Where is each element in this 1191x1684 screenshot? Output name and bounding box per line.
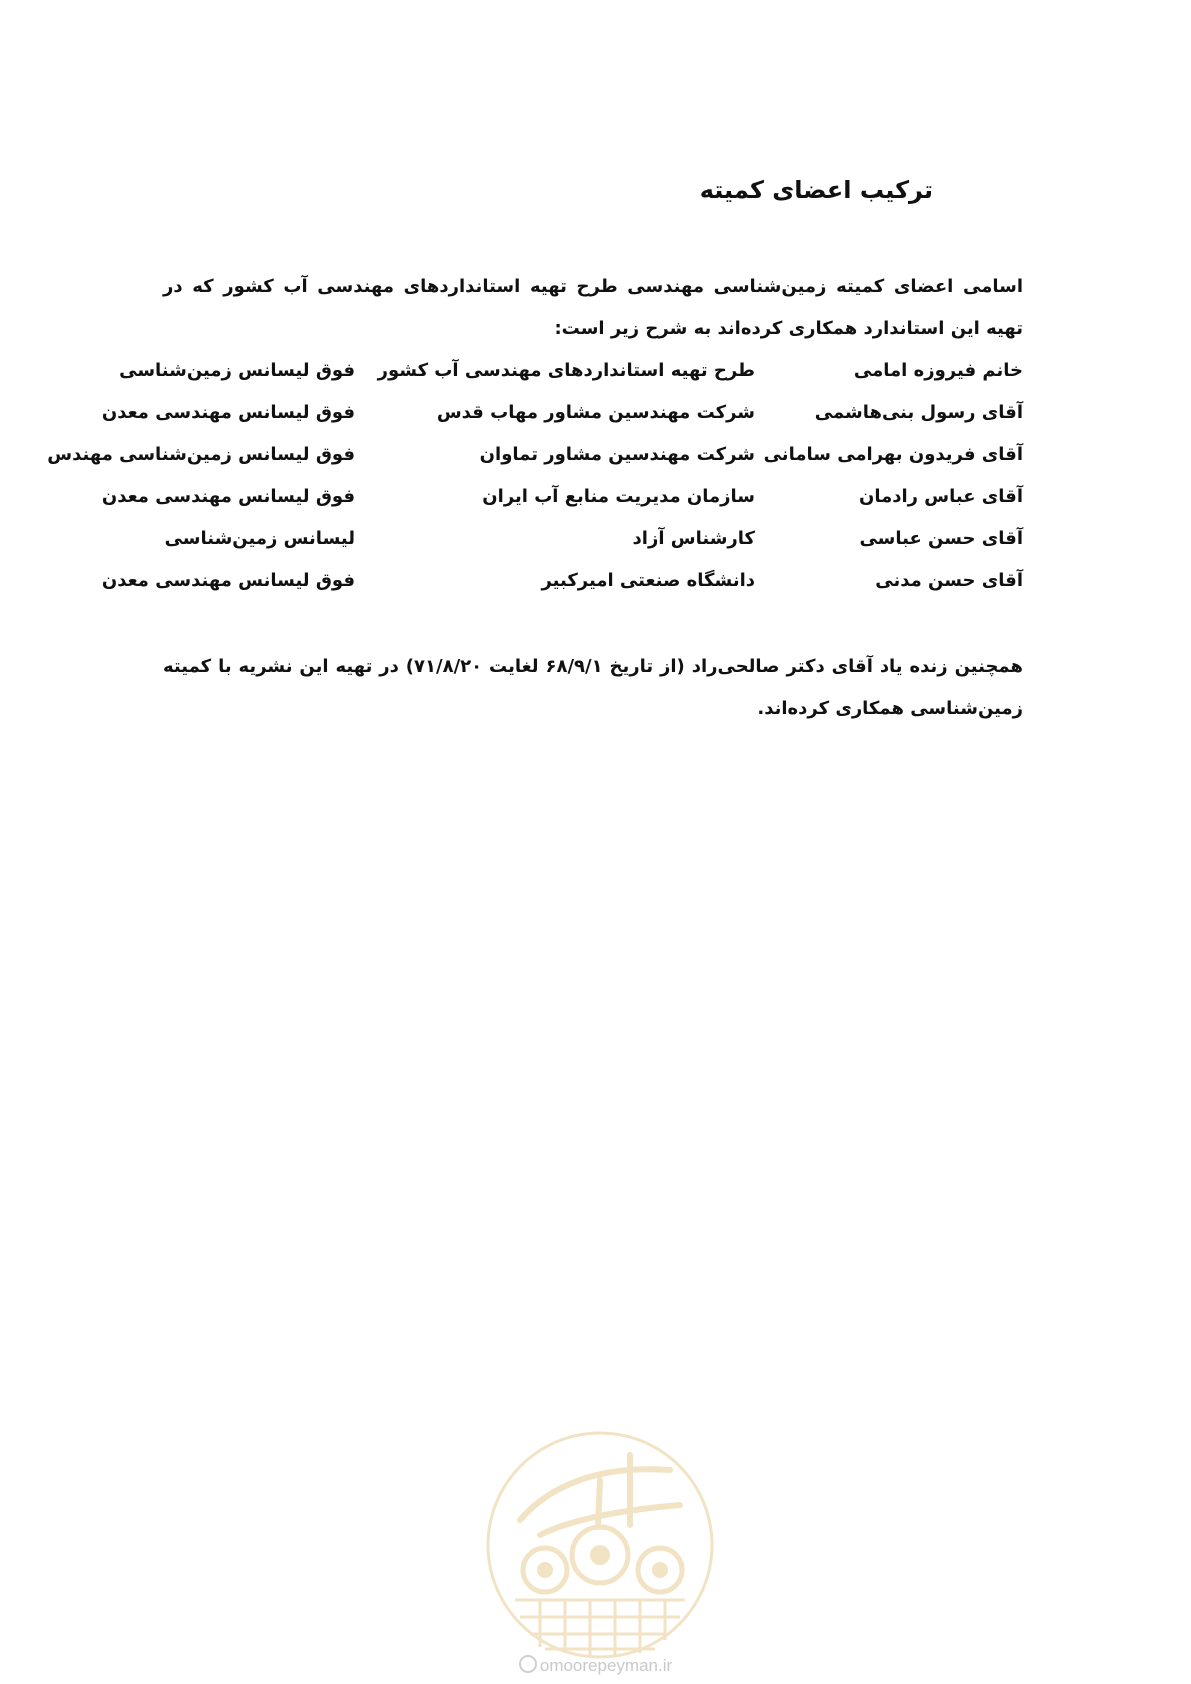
member-org: کارشناس آزاد xyxy=(632,528,755,549)
intro-paragraph: اسامی اعضای کمیته زمین‌شناسی مهندسی طرح تهیه استانداردهای مهندسی آب کشور که در تهیه این استاندارد همکاری کرده‌اند به شرح زیر است: xyxy=(163,276,1023,339)
member-name: خانم فیروزه امامی xyxy=(853,360,1023,381)
member-row xyxy=(93,392,1023,434)
member-degree: فوق لیسانس مهندسی معدن xyxy=(101,402,355,423)
member-degree: فوق لیسانس زمین‌شناسی xyxy=(119,360,355,381)
member-name: آقای رسول بنی‌هاشمی xyxy=(814,402,1023,423)
member-org: شرکت مهندسین مشاور مهاب قدس xyxy=(436,402,755,423)
member-row xyxy=(93,560,1023,602)
footnote-paragraph: همچنین زنده یاد آقای دکتر صالحی‌راد (از تاریخ ۶۸/۹/۱ لغایت ۷۱/۸/۲۰) در تهیه این نشریه با کمیته زمین‌شناسی همکاری کرده‌اند. xyxy=(163,656,1023,719)
member-org: سازمان مدیریت منابع آب ایران xyxy=(482,486,755,507)
members-table xyxy=(47,350,1023,602)
member-name: آقای عباس رادمان xyxy=(858,486,1023,507)
member-org: شرکت مهندسین مشاور تماوان xyxy=(479,444,755,465)
member-row xyxy=(93,476,1023,518)
globe-icon xyxy=(519,1655,537,1673)
watermark-logo xyxy=(480,1425,720,1665)
watermark-url-text: omoorepeyman.ir xyxy=(539,1656,673,1675)
member-name: آقای حسن عباسی xyxy=(859,528,1023,549)
member-org: دانشگاه صنعتی امیرکبیر xyxy=(541,570,755,591)
watermark-url xyxy=(0,1655,1191,1676)
member-row xyxy=(47,434,1023,476)
member-name: آقای حسن مدنی xyxy=(875,570,1023,591)
member-degree: فوق لیسانس مهندسی معدن xyxy=(101,570,355,591)
member-row xyxy=(93,350,1023,392)
member-degree: لیسانس زمین‌شناسی xyxy=(164,528,355,549)
member-degree: فوق لیسانس مهندسی معدن xyxy=(101,486,355,507)
member-degree: فوق لیسانس زمین‌شناسی مهندس xyxy=(47,444,355,465)
member-row xyxy=(93,518,1023,560)
member-name: آقای فریدون بهرامی سامانی xyxy=(763,444,1023,465)
member-org: طرح تهیه استانداردهای مهندسی آب کشور xyxy=(377,360,755,381)
page-title: ترکیب اعضای کمیته xyxy=(699,176,933,204)
